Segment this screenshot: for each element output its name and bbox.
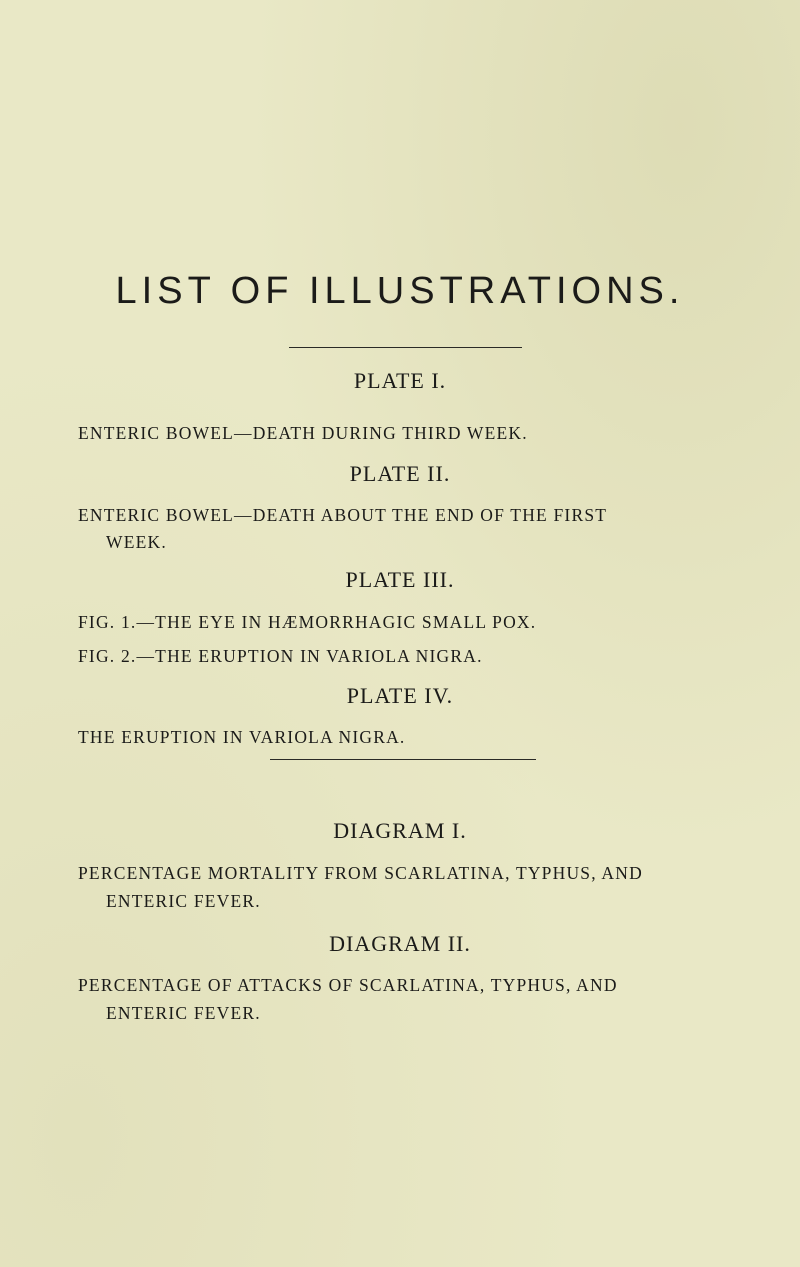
diagram-entry-continuation: ENTERIC FEVER. xyxy=(106,891,261,911)
plate-entry-continuation: WEEK. xyxy=(106,532,167,552)
diagram-heading: DIAGRAM II. xyxy=(329,931,471,956)
plate-entry: ENTERIC BOWEL—DEATH ABOUT THE END OF THE FIRST xyxy=(78,505,608,525)
plate-heading: PLATE I. xyxy=(353,368,447,393)
plate-heading: PLATE III. xyxy=(345,567,455,592)
diagram-entry: PERCENTAGE OF ATTACKS OF SCARLATINA, TYPHUS, AND xyxy=(78,975,618,995)
diagram-heading: DIAGRAM I. xyxy=(333,818,467,843)
plate-heading: PLATE IV. xyxy=(346,683,454,708)
plate-heading: PLATE II. xyxy=(349,461,451,486)
plate-entry: FIG. 1.—THE EYE IN HÆMORRHAGIC SMALL POX. xyxy=(78,612,537,632)
plate-entry: ENTERIC BOWEL—DEATH DURING THIRD WEEK. xyxy=(78,423,528,443)
diagram-entry-continuation: ENTERIC FEVER. xyxy=(106,1003,261,1023)
plate-entry: FIG. 2.—THE ERUPTION IN VARIOLA NIGRA. xyxy=(78,646,483,666)
diagram-entry: PERCENTAGE MORTALITY FROM SCARLATINA, TYPHUS, AND xyxy=(78,863,643,883)
plate-entry: THE ERUPTION IN VARIOLA NIGRA. xyxy=(78,727,406,747)
divider-rule xyxy=(289,347,522,348)
divider-rule xyxy=(270,759,536,760)
page-title: LIST OF ILLUSTRATIONS. xyxy=(115,270,685,312)
